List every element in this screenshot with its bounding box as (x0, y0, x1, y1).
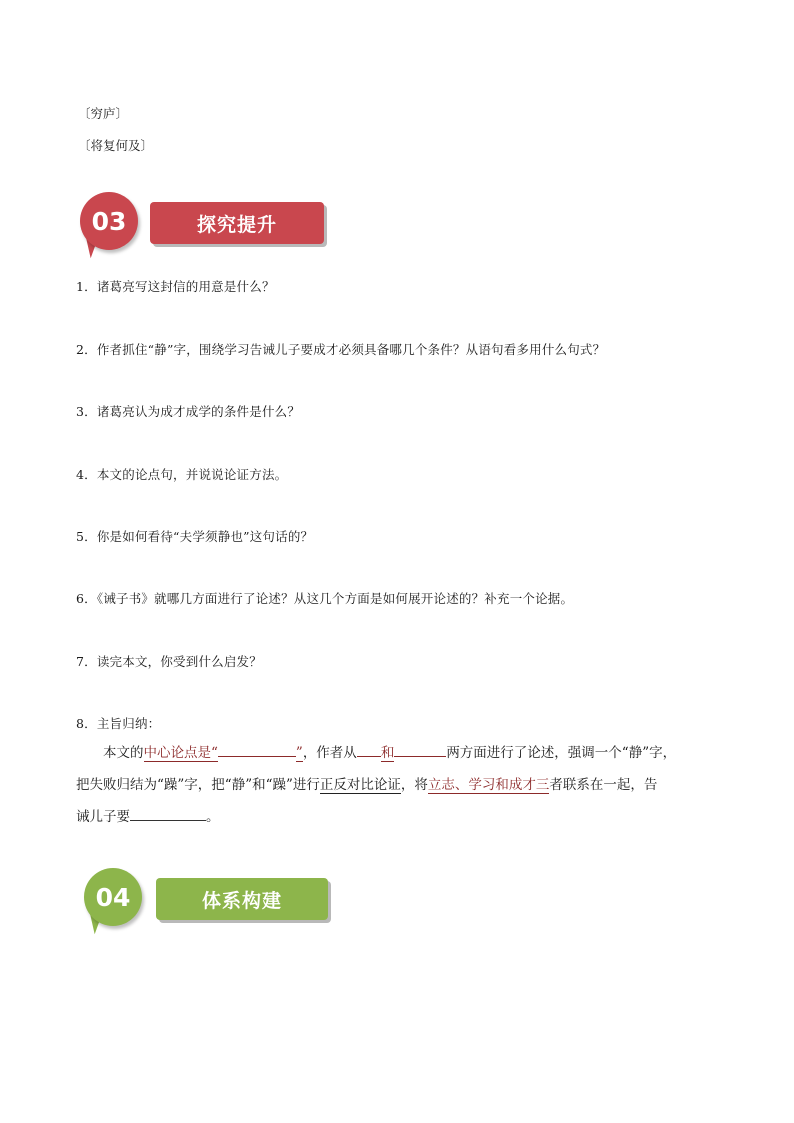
section-number-badge: 04 (84, 868, 142, 926)
text: 者联系在一起，告 (549, 777, 658, 793)
top-line-1: 〔穷庐〕 (78, 106, 129, 121)
text: 两方面进行了论述，强调一个“静”字， (446, 745, 677, 761)
summary-heading: 8．主旨归纳： (76, 716, 161, 731)
blank-aspect-2 (394, 740, 446, 757)
underlined-phrase: 中心论点是 (143, 745, 211, 761)
summary-paragraph (76, 737, 726, 833)
section-title: 体系构建 (156, 878, 328, 920)
section-number-badge: 03 (80, 192, 138, 250)
question-1: 1．诸葛亮写这封信的用意是什么？ (76, 279, 275, 294)
underlined-phrase: 立志、学习和成才三 (427, 777, 550, 793)
question-4: 4．本文的论点句，并说说论证方法。 (76, 467, 288, 482)
text: ，作者从 (302, 745, 357, 761)
text: 。 (206, 809, 220, 825)
and-text: 和 (380, 745, 395, 761)
text: 本文的 (103, 745, 144, 761)
section-title: 探究提升 (150, 202, 324, 244)
question-5: 5．你是如何看待“夫学须静也”这句话的？ (76, 529, 314, 544)
text: ，将 (400, 777, 428, 793)
blank-aspect-1 (357, 740, 381, 757)
summary-line-2 (76, 769, 726, 801)
question-3: 3．诸葛亮认为成才成学的条件是什么？ (76, 404, 301, 419)
text: 诫儿子要 (76, 809, 130, 825)
top-line-2: 〔将复何及〕 (78, 138, 154, 153)
summary-line-1 (76, 737, 726, 769)
question-6: 6．《诫子书》就哪几方面进行了论述？从这几个方面是如何展开论述的？补充一个论据。 (76, 591, 574, 606)
blank-central-argument (218, 740, 296, 757)
quote-close: ” (295, 745, 303, 761)
question-7: 7．读完本文，你受到什么启发？ (76, 654, 262, 669)
summary-line-3 (76, 801, 726, 833)
text: 把失败归结为“躁”字，把“静”和“躁”进行 (76, 777, 320, 793)
blank-advice (130, 804, 206, 821)
underlined-phrase: 正反对比论证 (319, 777, 401, 793)
quote-open: “ (211, 745, 218, 761)
question-2: 2．作者抓住“静”字，围绕学习告诫儿子要成才必须具备哪几个条件？从语句看多用什么句式？ (76, 342, 606, 357)
